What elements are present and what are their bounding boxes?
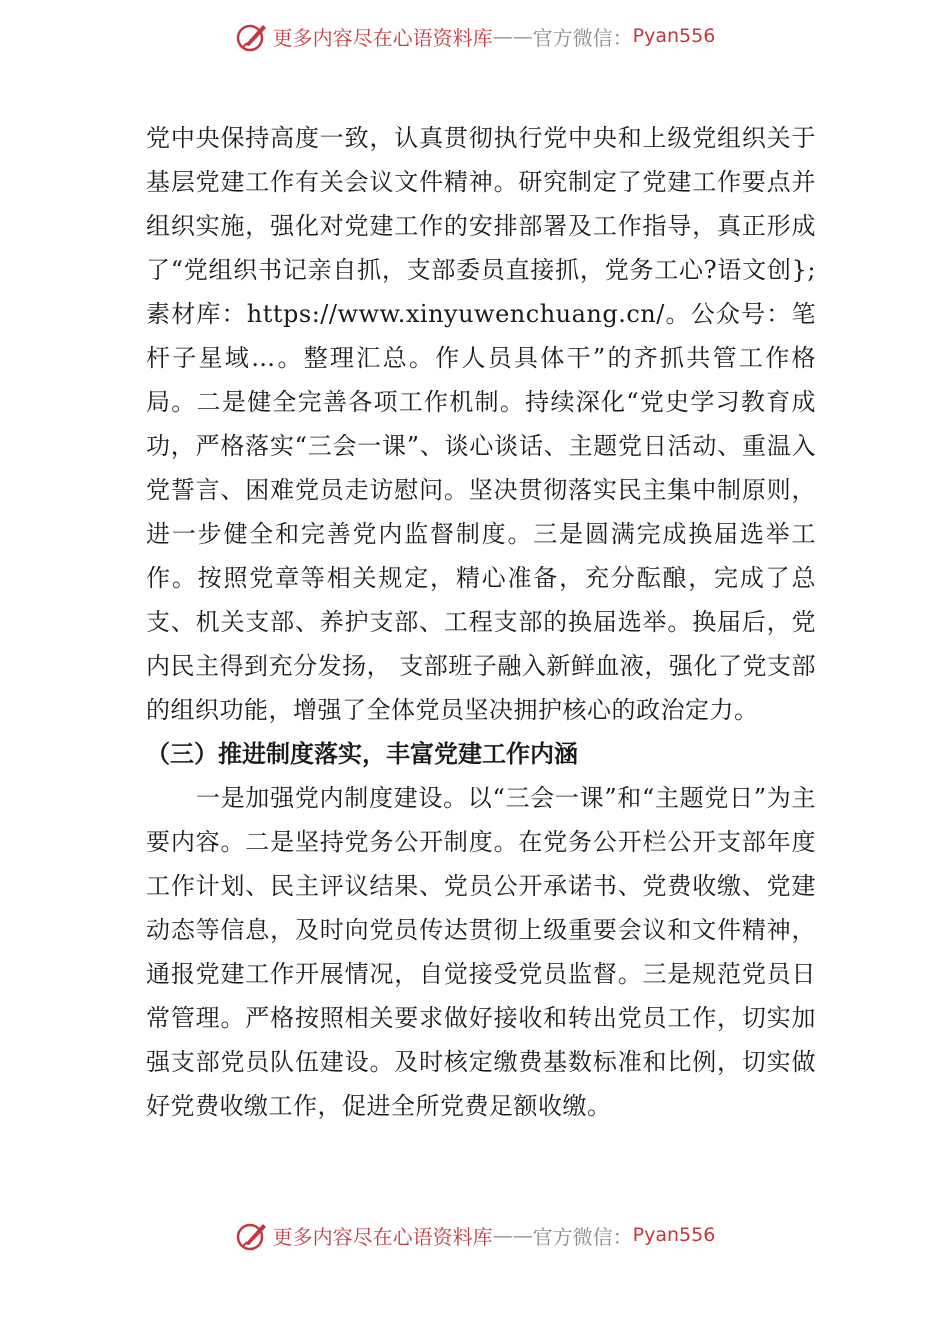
banner-wechat-id: Pyan556	[632, 1224, 716, 1246]
banner-brand: 更多内容尽在心语资料库	[272, 1224, 493, 1249]
header-banner	[0, 16, 950, 56]
body-paragraph-2: 一是加强党内制度建设。以“三会一课”和“主题党日”为主要内容。二是坚持党务公开制度。在党务公开栏公开支部年度工作计划、民主评议结果、党员公开承诺书、党费收缴、党建动态等信息，及时向党员传达贯彻上级重要会议和文件精神，通报党建工作开展情况，自觉接受党员监督。三是规范党员日常管理。严格按照相关要求做好接收和转出党员工作，切实加强支部党员队伍建设。及时核定缴费基数标准和比例，切实做好党费收缴工作，促进全所党费足额收缴。	[146, 784, 816, 1120]
footer-banner	[0, 1215, 950, 1255]
document-body	[146, 116, 816, 1128]
body-paragraph-1: 党中央保持高度一致，认真贯彻执行党中央和上级党组织关于基层党建工作有关会议文件精神。研究制定了党建工作要点并组织实施，强化对党建工作的安排部署及工作指导，真正形成了“党组织书记亲自抓，支部委员直接抓，党务工心?语文创};素材库：https://www.xinyuwenchuang.cn/。公众号：笔杆子星域…。整理汇总。作人员具体干”的齐抓共管工作格局。二是健全完善各项工作机制。持续深化“党史学习教育成功，严格落实“三会一课”、谈心谈话、主题党日活动、重温入党誓言、困难党员走访慰问。坚决贯彻落实民主集中制原则，进一步健全和完善党内监督制度。三是圆满完成换届选举工作。按照党章等相关规定，精心准备，充分酝酿，完成了总支、机关支部、养护支部、工程支部的换届选举。换届后，党内民主得到充分发扬， 支部班子融入新鲜血液，强化了党支部的组织功能，增强了全体党员坚决拥护核心的政治定力。	[146, 124, 816, 724]
banner-wechat-id: Pyan556	[632, 25, 716, 47]
banner-wechat-label: 官方微信：	[532, 1224, 633, 1249]
banner-separator: ——	[492, 1223, 533, 1247]
banner-wechat-label: 官方微信：	[532, 25, 633, 50]
quill-logo-icon	[235, 19, 269, 53]
section-heading: （三）推进制度落实，丰富党建工作内涵	[146, 740, 578, 768]
quill-logo-icon	[235, 1218, 269, 1252]
banner-brand: 更多内容尽在心语资料库	[272, 25, 493, 50]
banner-separator: ——	[492, 24, 533, 48]
